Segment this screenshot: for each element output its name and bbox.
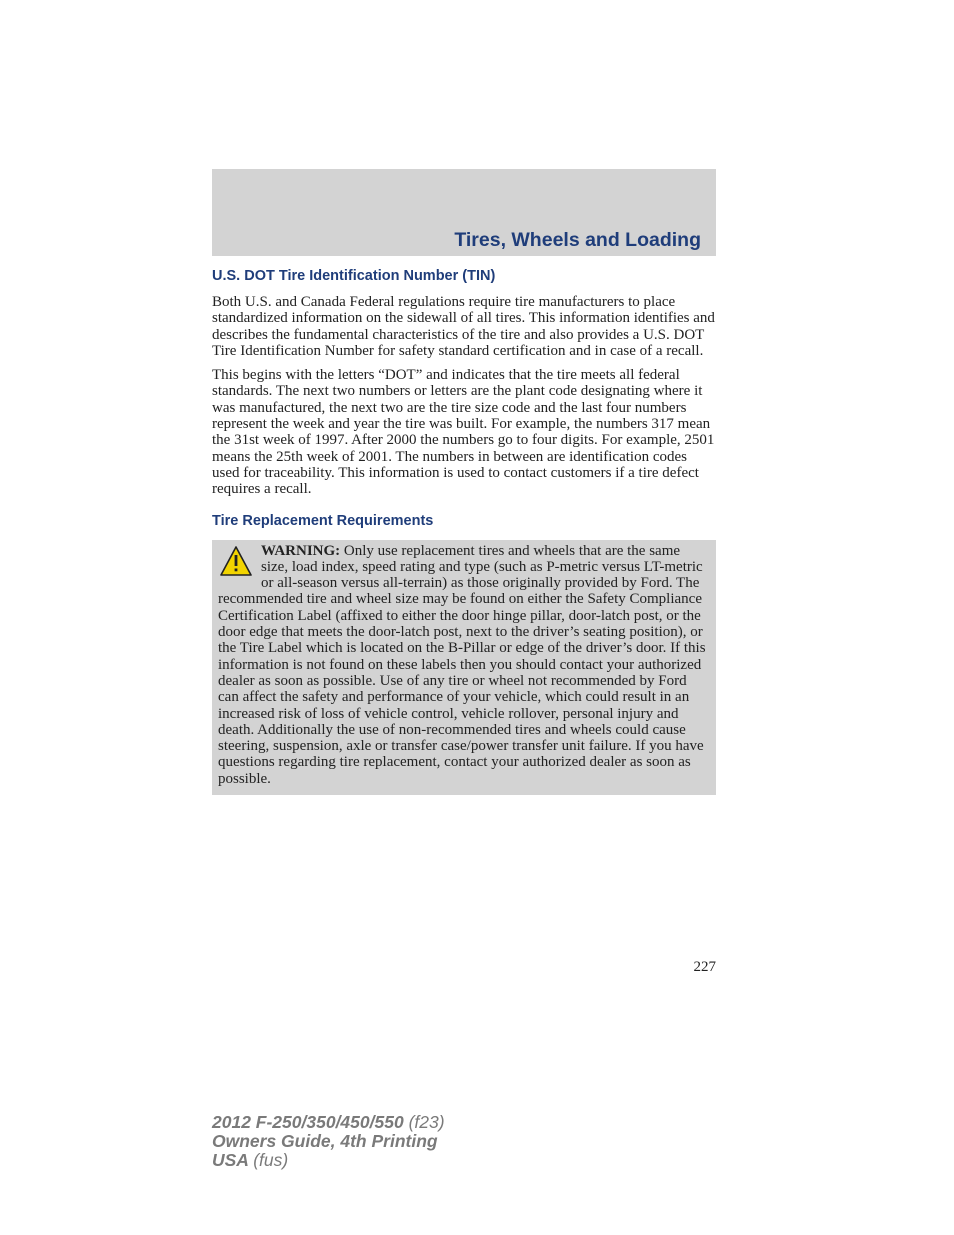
footer-line-printing: Owners Guide, 4th Printing xyxy=(212,1131,438,1151)
document-footer xyxy=(212,1113,445,1170)
footer-model-code: (f23) xyxy=(408,1112,445,1132)
footer-line-market xyxy=(212,1151,445,1170)
footer-model: 2012 F-250/350/450/550 xyxy=(212,1112,404,1132)
warning-body: Only use replacement tires and wheels that are the same size, load index, speed rating and type (such as P-metric versus LT-metric or all-season versus all-terrain) as those originally provided by Ford. The recommended tire and wheel size may be found on either the Safety Compliance Certification Label (affixed to either the door hinge pillar, door-latch post, or the door edge that meets the door-latch post, next to the driver’s seating position), or the Tire Label which is located on the B-Pillar or edge of the driver’s door. If this information is not found on these labels then you should contact your authorized dealer as soon as possible. Use of any tire or wheel not recommended by Ford can affect the safety and performance of your vehicle, which could result in an increased risk of loss of vehicle control, vehicle rollover, personal injury and death. Additionally the use of non-recommended tires and wheels could cause steering, suspension, axle or transfer case/power transfer unit failure. If you have questions regarding tire replacement, contact your authorized dealer as soon as possible. xyxy=(218,542,706,787)
section-header-band xyxy=(212,169,716,256)
tin-paragraph-2: This begins with the letters “DOT” and indicates that the tire meets all federal standards. The next two numbers or letters are the plant code designating where it was manufactured, the next two are the tire size code and the last four numbers represent the week and year the tire was built. For example, the numbers 317 mean the 31st week of 1997. After 2000 the numbers go to four digits. For example, 2501 means the 25th week of 2001. The numbers in between are identification codes used for traceability. This information is used to contact customers if a tire defect requires a recall. xyxy=(212,367,715,498)
tire-replacement-heading: Tire Replacement Requirements xyxy=(212,512,434,529)
chapter-title: Tires, Wheels and Loading xyxy=(454,229,701,251)
tin-section-heading: U.S. DOT Tire Identification Number (TIN) xyxy=(212,268,496,284)
tin-paragraph-1: Both U.S. and Canada Federal regulations require tire manufacturers to place standardized information on the sidewall of all tires. This information identifies and describes the fundamental characteristics of the tire and also provides a U.S. DOT Tire Identification Number for safety standard certification and in case of a recall. xyxy=(212,294,715,359)
warning-text xyxy=(218,543,710,787)
page-number: 227 xyxy=(693,959,716,975)
footer-market-code: (fus) xyxy=(253,1150,289,1170)
page-content xyxy=(212,266,716,795)
footer-market: USA xyxy=(212,1150,249,1170)
warning-box xyxy=(212,540,716,795)
warning-label: WARNING: xyxy=(261,542,341,559)
footer-line-model xyxy=(212,1113,445,1132)
warning-triangle-icon xyxy=(220,545,252,577)
